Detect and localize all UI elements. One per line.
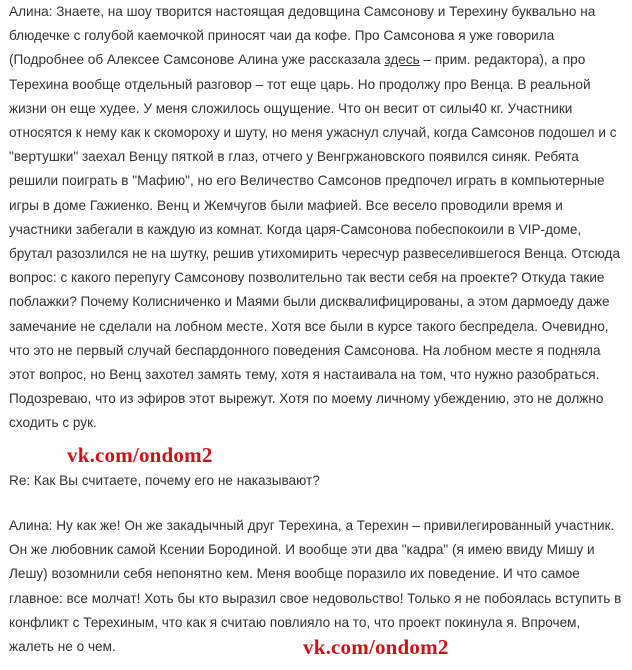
paragraph-1-text-start: Алина: Знаете, на шоу творится настоящая дедовщина Самсонову и Терехину буквально на блюдечке с голубой каемочкой приносят чаи да кофе. Про Самсонова я уже говорила (Подробнее об Алексее Самсонове Алина уже рассказала xyxy=(9,4,596,68)
question-line: Re: Как Вы считаете, почему его не наказывают? xyxy=(9,473,320,488)
answer-paragraph-2: Алина: Ну как же! Он же закадычный друг Терехина, а Терехин – привилегированный участник. Он же любовник самой Ксении Бородиной. И вообще эти два "кадра" (я имею ввиду Мишу и Лешу) возомнили себя непонятно кем. Меня вообще поразило их поведение. И что самое главное: все молчат! Хоть бы кто выразил свое недовольство! Только я не побоялась вступить в конфликт с Терехиным, что как я считаю повлияло на то, что проект покинула я. Впрочем, жалеть не о чем. xyxy=(9,518,622,655)
paragraph-1-text-end: – прим. редактора), а про Терехина вообще отдельный разговор – тот еще царь. Но продолжу про Венца. В реальной жизни он еще худее. У меня сложилось ощущение. Что он весит от силы40 кг. Участники относятся к нему как к скомороху и шуту, но меня ужаснул случай, когда Самсонов подошел и с "вертушки" заехал Венцу пяткой в глаз, отчего у Венгржановского появился синяк. Ребята решили поиграть в "Мафию", но его Величество Самсонов предпочел играть в компьютерные игры в доме Гажиенко. Венц и Жемчугов были мафией. Все весело проводили время и участники забегали в каждую из комнат. Когда царя-Самсонова побеспокоили в VIP-доме, брутал разозлился не на шутку, решив утихомирить чересчур развеселившегося Венца. Отсюда вопрос: с какого перепугу Самсонову позволительно так вести себя на проекте? Откуда такие поблажки? Почему Колисниченко и Маями были дисквалифицированы, а этом дармоеду даже замечание не сделали на лобном месте. Хотя все были в курсе такого беспредела. Очевидно, что это не первый случай беспардонного поведения Самсонова. На лобном месте я подняла этот вопрос, но Венц захотел замять тему, хотя я настаивала на том, что нужно разобраться. Подозреваю, что из эфиров этот вырежут. Хотя по моему личному убеждению, это не должно сходить с рук. xyxy=(9,52,621,431)
details-link[interactable]: здесь xyxy=(384,52,420,68)
answer-paragraph-1 xyxy=(9,0,625,436)
watermark-vk-ondom2-2: vk.com/ondom2 xyxy=(303,635,449,659)
watermark-vk-ondom2-1: vk.com/ondom2 xyxy=(67,443,213,467)
